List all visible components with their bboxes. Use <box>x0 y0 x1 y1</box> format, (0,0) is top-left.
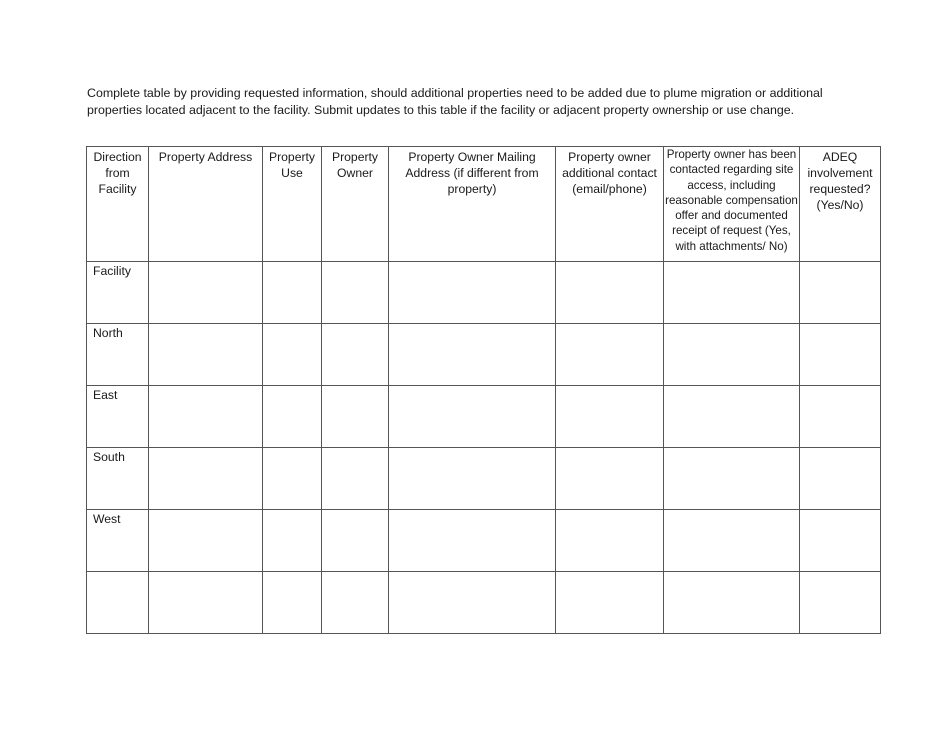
cell-mailing-address[interactable] <box>389 262 556 324</box>
cell-property-address[interactable] <box>149 386 263 448</box>
cell-owner-contacted[interactable] <box>664 572 800 634</box>
cell-owner-contacted[interactable] <box>664 510 800 572</box>
cell-additional-contact[interactable] <box>556 572 664 634</box>
table-row <box>87 448 881 510</box>
cell-adeq-involvement[interactable] <box>800 510 881 572</box>
cell-property-address[interactable] <box>149 262 263 324</box>
cell-property-address[interactable] <box>149 324 263 386</box>
cell-property-owner[interactable] <box>322 262 389 324</box>
cell-additional-contact[interactable] <box>556 262 664 324</box>
cell-adeq-involvement[interactable] <box>800 572 881 634</box>
cell-property-owner[interactable] <box>322 510 389 572</box>
cell-mailing-address[interactable] <box>389 572 556 634</box>
cell-adeq-involvement[interactable] <box>800 324 881 386</box>
cell-property-use[interactable] <box>263 262 322 324</box>
cell-property-owner[interactable] <box>322 448 389 510</box>
cell-mailing-address[interactable] <box>389 510 556 572</box>
cell-direction: North <box>87 324 149 386</box>
cell-direction[interactable] <box>87 572 149 634</box>
table-header-row <box>87 147 881 262</box>
cell-owner-contacted[interactable] <box>664 262 800 324</box>
cell-owner-contacted[interactable] <box>664 324 800 386</box>
header-adeq-involvement: ADEQ involvement requested? (Yes/No) <box>800 147 881 262</box>
cell-property-use[interactable] <box>263 572 322 634</box>
table-row <box>87 510 881 572</box>
cell-property-address[interactable] <box>149 448 263 510</box>
cell-property-owner[interactable] <box>322 572 389 634</box>
cell-mailing-address[interactable] <box>389 448 556 510</box>
cell-property-address[interactable] <box>149 572 263 634</box>
header-direction: Direction from Facility <box>87 147 149 262</box>
header-additional-contact: Property owner additional contact (email/phone) <box>556 147 664 262</box>
cell-adeq-involvement[interactable] <box>800 386 881 448</box>
cell-additional-contact[interactable] <box>556 324 664 386</box>
table-row <box>87 324 881 386</box>
cell-owner-contacted[interactable] <box>664 386 800 448</box>
instructions-paragraph: Complete table by providing requested information, should additional properties need to be added due to plume migration or additional properties located adjacent to the facility. Submit updates to this table if the facility or adjacent property ownership or use change. <box>87 86 823 117</box>
header-mailing-address: Property Owner Mailing Address (if different from property) <box>389 147 556 262</box>
cell-direction: West <box>87 510 149 572</box>
cell-additional-contact[interactable] <box>556 448 664 510</box>
header-owner-contacted: Property owner has been contacted regarding site access, including reasonable compensation offer and documented receipt of request (Yes, with attachments/ No) <box>664 147 800 262</box>
cell-property-use[interactable] <box>263 324 322 386</box>
cell-direction: South <box>87 448 149 510</box>
cell-property-use[interactable] <box>263 448 322 510</box>
header-property-use: Property Use <box>263 147 322 262</box>
table-row <box>87 572 881 634</box>
cell-additional-contact[interactable] <box>556 510 664 572</box>
cell-property-address[interactable] <box>149 510 263 572</box>
cell-direction: East <box>87 386 149 448</box>
cell-adeq-involvement[interactable] <box>800 262 881 324</box>
cell-adeq-involvement[interactable] <box>800 448 881 510</box>
header-property-owner: Property Owner <box>322 147 389 262</box>
table-row <box>87 262 881 324</box>
cell-property-use[interactable] <box>263 510 322 572</box>
cell-property-owner[interactable] <box>322 386 389 448</box>
cell-additional-contact[interactable] <box>556 386 664 448</box>
property-table <box>86 146 881 634</box>
cell-property-use[interactable] <box>263 386 322 448</box>
header-property-address: Property Address <box>149 147 263 262</box>
cell-mailing-address[interactable] <box>389 386 556 448</box>
cell-mailing-address[interactable] <box>389 324 556 386</box>
cell-direction: Facility <box>87 262 149 324</box>
table-row <box>87 386 881 448</box>
cell-owner-contacted[interactable] <box>664 448 800 510</box>
cell-property-owner[interactable] <box>322 324 389 386</box>
